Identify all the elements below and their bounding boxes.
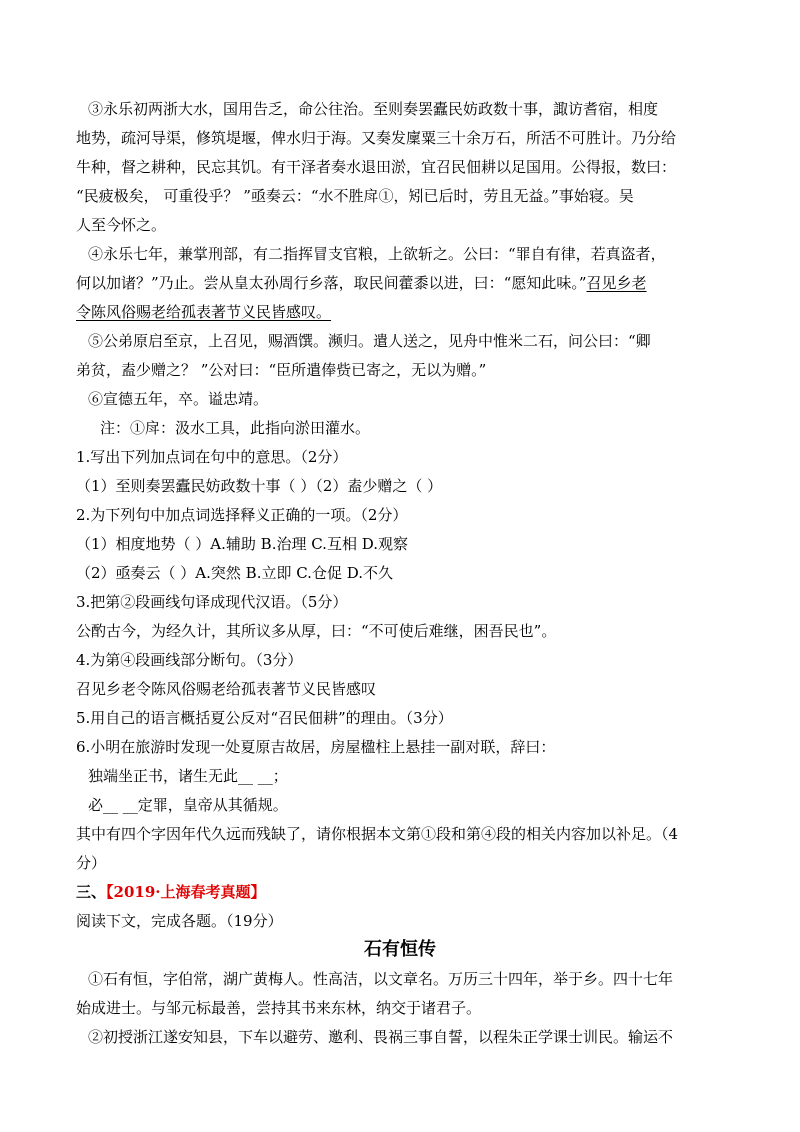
text-line: “民疲极矣， 可重役乎？ ”亟奏云：“水不胜戽①，矧已后时，劳且无益。”事始寝。吴 bbox=[76, 187, 634, 205]
text-line: 人至今怀之。 bbox=[76, 216, 167, 234]
question-line: （1）相度地势（ ）A.辅助 B.治理 C.互相 D.观察 bbox=[76, 535, 408, 553]
question-line: 2.为下列句中加点词选择释义正确的一项。（2分） bbox=[76, 506, 408, 524]
text-line: ⑥宣德五年，卒。谥忠靖。 bbox=[88, 390, 269, 408]
text-line: ④永乐七年，兼掌刑部，有二指挥冒支官粮，上欲斩之。公曰：“罪自有律，若真盗者， bbox=[88, 245, 666, 263]
text-line: 始成进士。与邹元标最善，尝持其书来东林，纳交于诸君子。 bbox=[76, 999, 482, 1017]
question-line: （1）至则奏罢蠹民妨政数十事（ ）（2）盍少赠之（ ） bbox=[76, 477, 443, 495]
text-line: ⑤公弟原启至京，上召见，赐酒馔。濒归。遣人送之，见舟中惟米二石，问公曰：“卿 bbox=[88, 332, 651, 350]
passage-title: 石有恒传 bbox=[364, 939, 436, 960]
question-line: 分） bbox=[76, 854, 107, 872]
question-line: 6.小明在旅游时发现一处夏原吉故居，房屋楹柱上悬挂一副对联，辞曰： bbox=[76, 738, 556, 756]
question-line: 其中有四个字因年代久远而残缺了，请你根据本文第①段和第④段的相关内容加以补足。（4 bbox=[76, 825, 679, 843]
couplet-line: 必__ __定罪，皇帝从其循规。 bbox=[88, 796, 288, 814]
text-line-with-underline bbox=[76, 273, 736, 293]
text-line: ②初授浙江遂安知县，下车以避劳、邀利、畏祸三事自誓，以程朱正学课士训民。输运不 bbox=[88, 1028, 674, 1046]
text-line: 弟贫，盍少赠之？ ”公对曰：“臣所遣俸赀已寄之，无以为赠。” bbox=[76, 361, 487, 379]
section-heading bbox=[76, 882, 736, 902]
text-line: 牛种，督之耕种，民忘其饥。有干泽者奏水退田淤，宜召民佃耕以足国用。公得报，数曰： bbox=[76, 158, 677, 176]
question-line: 5.用自己的语言概括夏公反对“召民佃耕”的理由。（3分） bbox=[76, 709, 453, 727]
text-line: 地势，疏河导渠，修筑堤堰，俾水归于海。又奏发廩粟三十余万石，所活不可胜计。乃分给 bbox=[76, 129, 677, 147]
underlined-line: 令陈风俗赐老给孤表著节义民皆感叹。 bbox=[76, 303, 332, 321]
question-line: 公酌古今，为经久计，其所议多从厚，曰：“不可使后难继，困吾民也”。 bbox=[76, 622, 557, 640]
note-line: 注：①戽：汲水工具，此指向淤田灌水。 bbox=[100, 419, 371, 437]
question-line: （2）亟奏云（ ）A.突然 B.立即 C.仓促 D.不久 bbox=[76, 564, 393, 582]
question-line: 4.为第④段画线部分断句。（3分） bbox=[76, 651, 303, 669]
text-segment: 何以加诸？”乃止。尝从皇太孙周行乡落，取民间藿黍以进，曰：“愿知此味。” bbox=[76, 274, 587, 292]
text-line: ③永乐初两浙大水，国用告乏，命公往治。至则奏罢蠹民妨政数十事，諏访耆宿，相度 bbox=[88, 100, 659, 118]
instruction-line: 阅读下文，完成各题。（19分） bbox=[76, 912, 283, 930]
text-line: ①石有恒，字伯常，湖广黄梅人。性高洁，以文章名。万历三十四年，举于乡。四十七年 bbox=[88, 970, 674, 988]
section-tag: 【2019·上海春考真题】 bbox=[106, 883, 266, 901]
question-line: 召见乡老令陈风俗赐老给孤表著节义民皆感叹 bbox=[76, 680, 377, 698]
couplet-line: 独端坐正书，诸生无此__ __； bbox=[88, 767, 288, 785]
question-line: 3.把第②段画线句译成现代汉语。（5分） bbox=[76, 593, 348, 611]
question-line: 1.写出下列加点词在句中的意思。（2分） bbox=[76, 448, 348, 466]
underlined-segment: 召见乡老 bbox=[586, 274, 647, 292]
section-number: 三、 bbox=[76, 883, 107, 901]
